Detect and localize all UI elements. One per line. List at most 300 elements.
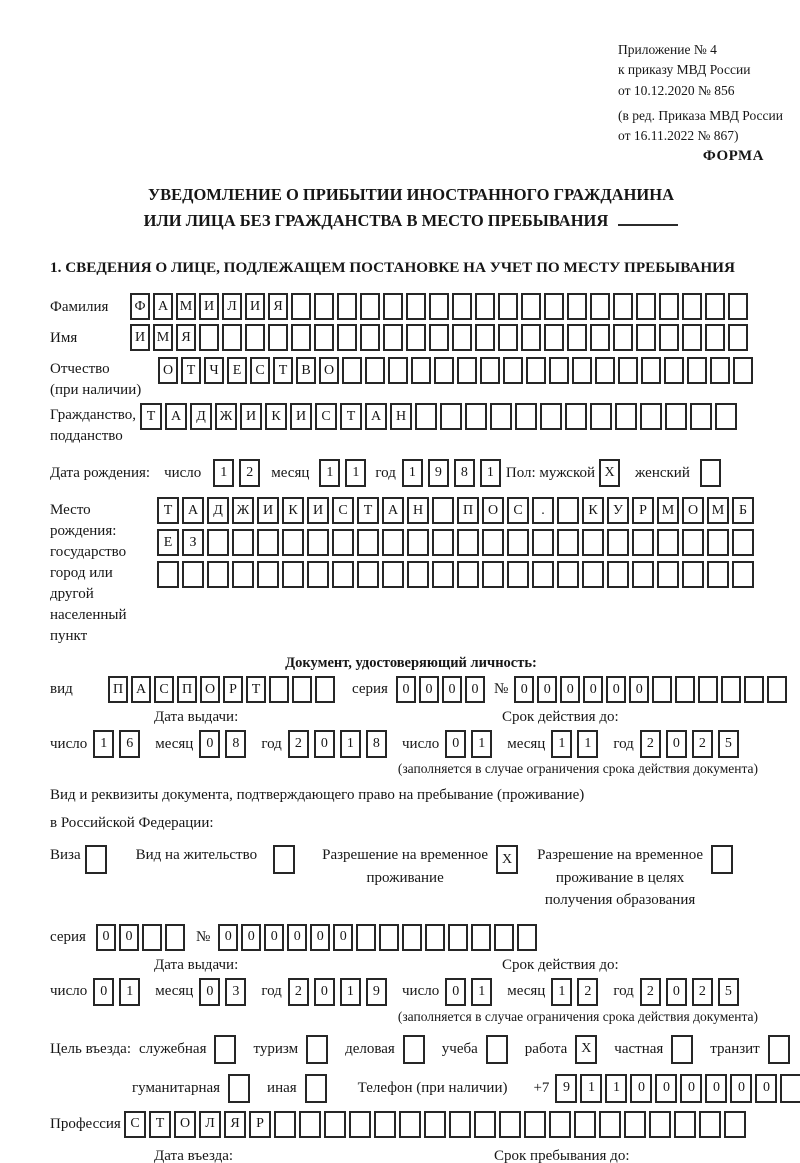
char-box[interactable]: [687, 357, 707, 384]
char-box[interactable]: [432, 561, 454, 588]
checkbox[interactable]: [273, 845, 295, 874]
char-box[interactable]: [732, 529, 754, 556]
char-box[interactable]: Л: [222, 293, 242, 320]
char-box[interactable]: [482, 529, 504, 556]
char-box[interactable]: [356, 924, 376, 951]
char-box[interactable]: 0: [314, 730, 335, 758]
char-box[interactable]: [424, 1111, 446, 1138]
char-box[interactable]: [664, 357, 684, 384]
char-box[interactable]: [494, 924, 514, 951]
char-box[interactable]: 2: [640, 978, 661, 1006]
char-box[interactable]: П: [177, 676, 197, 703]
char-box[interactable]: 0: [666, 730, 687, 758]
char-box[interactable]: [595, 357, 615, 384]
char-box[interactable]: А: [165, 403, 187, 430]
char-box[interactable]: [292, 676, 312, 703]
char-box[interactable]: Ф: [130, 293, 150, 320]
checkbox[interactable]: X: [599, 459, 620, 487]
char-box[interactable]: [337, 293, 357, 320]
char-box[interactable]: [544, 324, 564, 351]
char-box[interactable]: 0: [218, 924, 238, 951]
char-box[interactable]: 0: [119, 924, 139, 951]
char-box[interactable]: 0: [630, 1074, 652, 1103]
char-box[interactable]: В: [296, 357, 316, 384]
char-box[interactable]: [732, 561, 754, 588]
char-box[interactable]: [425, 924, 445, 951]
char-box[interactable]: [675, 676, 695, 703]
char-box[interactable]: [690, 403, 712, 430]
char-box[interactable]: [641, 357, 661, 384]
char-box[interactable]: [705, 293, 725, 320]
char-box[interactable]: Т: [140, 403, 162, 430]
char-box[interactable]: С: [250, 357, 270, 384]
checkbox[interactable]: [214, 1035, 236, 1064]
char-box[interactable]: И: [257, 497, 279, 524]
char-box[interactable]: 1: [580, 1074, 602, 1103]
char-box[interactable]: [657, 561, 679, 588]
char-box[interactable]: [721, 676, 741, 703]
char-box[interactable]: [572, 357, 592, 384]
char-box[interactable]: [314, 324, 334, 351]
char-box[interactable]: [299, 1111, 321, 1138]
char-box[interactable]: 9: [555, 1074, 577, 1103]
char-box[interactable]: 1: [551, 978, 572, 1006]
char-box[interactable]: [207, 561, 229, 588]
char-box[interactable]: [411, 357, 431, 384]
char-box[interactable]: [337, 324, 357, 351]
char-box[interactable]: [728, 293, 748, 320]
char-box[interactable]: [557, 497, 579, 524]
char-box[interactable]: 1: [93, 730, 114, 758]
char-box[interactable]: [607, 561, 629, 588]
char-box[interactable]: 2: [640, 730, 661, 758]
checkbox[interactable]: [671, 1035, 693, 1064]
char-box[interactable]: 1: [319, 459, 340, 487]
char-box[interactable]: [257, 529, 279, 556]
char-box[interactable]: [182, 561, 204, 588]
char-box[interactable]: [636, 293, 656, 320]
char-box[interactable]: [705, 324, 725, 351]
char-box[interactable]: [532, 561, 554, 588]
char-box[interactable]: [599, 1111, 621, 1138]
checkbox[interactable]: [486, 1035, 508, 1064]
char-box[interactable]: [521, 324, 541, 351]
char-box[interactable]: [613, 293, 633, 320]
char-box[interactable]: [374, 1111, 396, 1138]
char-box[interactable]: [659, 324, 679, 351]
char-box[interactable]: Т: [246, 676, 266, 703]
checkbox[interactable]: [306, 1035, 328, 1064]
char-box[interactable]: [332, 529, 354, 556]
char-box[interactable]: [269, 676, 289, 703]
char-box[interactable]: О: [200, 676, 220, 703]
char-box[interactable]: 0: [314, 978, 335, 1006]
char-box[interactable]: С: [124, 1111, 146, 1138]
checkbox[interactable]: [228, 1074, 250, 1103]
char-box[interactable]: [475, 324, 495, 351]
char-box[interactable]: М: [176, 293, 196, 320]
char-box[interactable]: А: [131, 676, 151, 703]
char-box[interactable]: [767, 676, 787, 703]
char-box[interactable]: 0: [96, 924, 116, 951]
char-box[interactable]: А: [382, 497, 404, 524]
char-box[interactable]: [429, 293, 449, 320]
char-box[interactable]: 0: [93, 978, 114, 1006]
char-box[interactable]: [582, 561, 604, 588]
char-box[interactable]: 2: [288, 978, 309, 1006]
char-box[interactable]: Е: [227, 357, 247, 384]
char-box[interactable]: [475, 293, 495, 320]
char-box[interactable]: 2: [692, 730, 713, 758]
char-box[interactable]: 0: [442, 676, 462, 703]
char-box[interactable]: 2: [577, 978, 598, 1006]
checkbox[interactable]: [85, 845, 107, 874]
char-box[interactable]: [624, 1111, 646, 1138]
char-box[interactable]: Я: [176, 324, 196, 351]
char-box[interactable]: 0: [310, 924, 330, 951]
char-box[interactable]: [507, 529, 529, 556]
char-box[interactable]: [342, 357, 362, 384]
char-box[interactable]: [142, 924, 162, 951]
char-box[interactable]: [282, 561, 304, 588]
char-box[interactable]: [632, 529, 654, 556]
char-box[interactable]: З: [182, 529, 204, 556]
char-box[interactable]: 1: [402, 459, 423, 487]
char-box[interactable]: [613, 324, 633, 351]
char-box[interactable]: [383, 324, 403, 351]
char-box[interactable]: [324, 1111, 346, 1138]
char-box[interactable]: [557, 529, 579, 556]
char-box[interactable]: [245, 324, 265, 351]
char-box[interactable]: [429, 324, 449, 351]
char-box[interactable]: [268, 324, 288, 351]
char-box[interactable]: 1: [340, 730, 361, 758]
char-box[interactable]: [457, 357, 477, 384]
char-box[interactable]: 9: [366, 978, 387, 1006]
char-box[interactable]: 0: [629, 676, 649, 703]
char-box[interactable]: [232, 529, 254, 556]
char-box[interactable]: [360, 293, 380, 320]
char-box[interactable]: [674, 1111, 696, 1138]
char-box[interactable]: 0: [241, 924, 261, 951]
char-box[interactable]: [449, 1111, 471, 1138]
char-box[interactable]: [402, 924, 422, 951]
char-box[interactable]: И: [290, 403, 312, 430]
char-box[interactable]: [715, 403, 737, 430]
char-box[interactable]: [636, 324, 656, 351]
char-box[interactable]: [457, 529, 479, 556]
char-box[interactable]: 1: [471, 730, 492, 758]
char-box[interactable]: 0: [755, 1074, 777, 1103]
char-box[interactable]: Л: [199, 1111, 221, 1138]
char-box[interactable]: [480, 357, 500, 384]
char-box[interactable]: У: [607, 497, 629, 524]
char-box[interactable]: О: [319, 357, 339, 384]
char-box[interactable]: [365, 357, 385, 384]
char-box[interactable]: [607, 529, 629, 556]
char-box[interactable]: Р: [223, 676, 243, 703]
char-box[interactable]: 0: [199, 978, 220, 1006]
char-box[interactable]: И: [245, 293, 265, 320]
char-box[interactable]: [707, 561, 729, 588]
char-box[interactable]: [710, 357, 730, 384]
char-box[interactable]: [574, 1111, 596, 1138]
char-box[interactable]: М: [707, 497, 729, 524]
char-box[interactable]: О: [158, 357, 178, 384]
char-box[interactable]: 0: [333, 924, 353, 951]
char-box[interactable]: [682, 293, 702, 320]
char-box[interactable]: [590, 324, 610, 351]
char-box[interactable]: С: [154, 676, 174, 703]
char-box[interactable]: О: [682, 497, 704, 524]
char-box[interactable]: П: [457, 497, 479, 524]
char-box[interactable]: Т: [181, 357, 201, 384]
char-box[interactable]: 2: [692, 978, 713, 1006]
char-box[interactable]: [724, 1111, 746, 1138]
char-box[interactable]: 0: [445, 730, 466, 758]
char-box[interactable]: 0: [560, 676, 580, 703]
char-box[interactable]: 0: [199, 730, 220, 758]
char-box[interactable]: [332, 561, 354, 588]
char-box[interactable]: 0: [666, 978, 687, 1006]
char-box[interactable]: Н: [407, 497, 429, 524]
char-box[interactable]: Т: [357, 497, 379, 524]
char-box[interactable]: 9: [428, 459, 449, 487]
char-box[interactable]: 0: [730, 1074, 752, 1103]
char-box[interactable]: [544, 293, 564, 320]
char-box[interactable]: [474, 1111, 496, 1138]
checkbox[interactable]: [711, 845, 733, 874]
checkbox[interactable]: [403, 1035, 425, 1064]
char-box[interactable]: О: [174, 1111, 196, 1138]
char-box[interactable]: П: [108, 676, 128, 703]
char-box[interactable]: 2: [239, 459, 260, 487]
char-box[interactable]: К: [282, 497, 304, 524]
char-box[interactable]: [282, 529, 304, 556]
char-box[interactable]: [457, 561, 479, 588]
char-box[interactable]: А: [153, 293, 173, 320]
char-box[interactable]: [524, 1111, 546, 1138]
char-box[interactable]: [471, 924, 491, 951]
char-box[interactable]: [415, 403, 437, 430]
char-box[interactable]: И: [307, 497, 329, 524]
char-box[interactable]: [349, 1111, 371, 1138]
char-box[interactable]: 5: [718, 730, 739, 758]
char-box[interactable]: [682, 561, 704, 588]
char-box[interactable]: 0: [705, 1074, 727, 1103]
char-box[interactable]: 0: [396, 676, 416, 703]
char-box[interactable]: [199, 324, 219, 351]
char-box[interactable]: [567, 324, 587, 351]
char-box[interactable]: [728, 324, 748, 351]
char-box[interactable]: С: [507, 497, 529, 524]
char-box[interactable]: .: [532, 497, 554, 524]
char-box[interactable]: [407, 529, 429, 556]
char-box[interactable]: Н: [390, 403, 412, 430]
char-box[interactable]: [532, 529, 554, 556]
char-box[interactable]: [744, 676, 764, 703]
char-box[interactable]: [665, 403, 687, 430]
char-box[interactable]: [549, 357, 569, 384]
char-box[interactable]: М: [657, 497, 679, 524]
char-box[interactable]: [406, 324, 426, 351]
char-box[interactable]: 5: [718, 978, 739, 1006]
checkbox[interactable]: X: [575, 1035, 597, 1064]
char-box[interactable]: 0: [514, 676, 534, 703]
char-box[interactable]: 1: [471, 978, 492, 1006]
checkbox[interactable]: [700, 459, 721, 487]
char-box[interactable]: 0: [655, 1074, 677, 1103]
char-box[interactable]: [232, 561, 254, 588]
char-box[interactable]: [780, 1074, 800, 1103]
char-box[interactable]: К: [582, 497, 604, 524]
char-box[interactable]: [291, 293, 311, 320]
char-box[interactable]: [659, 293, 679, 320]
char-box[interactable]: [407, 561, 429, 588]
char-box[interactable]: [383, 293, 403, 320]
char-box[interactable]: [165, 924, 185, 951]
char-box[interactable]: [521, 293, 541, 320]
char-box[interactable]: [618, 357, 638, 384]
char-box[interactable]: 1: [551, 730, 572, 758]
char-box[interactable]: [357, 529, 379, 556]
char-box[interactable]: Е: [157, 529, 179, 556]
char-box[interactable]: [549, 1111, 571, 1138]
char-box[interactable]: [307, 561, 329, 588]
char-box[interactable]: Ж: [232, 497, 254, 524]
char-box[interactable]: Я: [268, 293, 288, 320]
char-box[interactable]: Р: [632, 497, 654, 524]
char-box[interactable]: [399, 1111, 421, 1138]
char-box[interactable]: [640, 403, 662, 430]
char-box[interactable]: [448, 924, 468, 951]
char-box[interactable]: [590, 293, 610, 320]
char-box[interactable]: 0: [419, 676, 439, 703]
char-box[interactable]: Т: [149, 1111, 171, 1138]
char-box[interactable]: 0: [680, 1074, 702, 1103]
char-box[interactable]: 1: [340, 978, 361, 1006]
char-box[interactable]: И: [130, 324, 150, 351]
char-box[interactable]: [557, 561, 579, 588]
checkbox[interactable]: [305, 1074, 327, 1103]
char-box[interactable]: [590, 403, 612, 430]
char-box[interactable]: Т: [273, 357, 293, 384]
char-box[interactable]: 0: [537, 676, 557, 703]
char-box[interactable]: А: [365, 403, 387, 430]
char-box[interactable]: Т: [157, 497, 179, 524]
char-box[interactable]: 0: [465, 676, 485, 703]
char-box[interactable]: 8: [366, 730, 387, 758]
char-box[interactable]: [682, 324, 702, 351]
char-box[interactable]: 0: [287, 924, 307, 951]
char-box[interactable]: О: [482, 497, 504, 524]
char-box[interactable]: [698, 676, 718, 703]
char-box[interactable]: [452, 293, 472, 320]
char-box[interactable]: [652, 676, 672, 703]
char-box[interactable]: С: [332, 497, 354, 524]
checkbox[interactable]: [768, 1035, 790, 1064]
char-box[interactable]: [649, 1111, 671, 1138]
char-box[interactable]: [682, 529, 704, 556]
char-box[interactable]: 1: [577, 730, 598, 758]
char-box[interactable]: [382, 561, 404, 588]
char-box[interactable]: [432, 529, 454, 556]
char-box[interactable]: С: [315, 403, 337, 430]
char-box[interactable]: [498, 324, 518, 351]
char-box[interactable]: [465, 403, 487, 430]
char-box[interactable]: Р: [249, 1111, 271, 1138]
char-box[interactable]: [388, 357, 408, 384]
char-box[interactable]: [582, 529, 604, 556]
char-box[interactable]: [291, 324, 311, 351]
char-box[interactable]: И: [199, 293, 219, 320]
char-box[interactable]: Д: [190, 403, 212, 430]
char-box[interactable]: [567, 293, 587, 320]
char-box[interactable]: [515, 403, 537, 430]
char-box[interactable]: [360, 324, 380, 351]
char-box[interactable]: [503, 357, 523, 384]
char-box[interactable]: [257, 561, 279, 588]
char-box[interactable]: [157, 561, 179, 588]
char-box[interactable]: 1: [345, 459, 366, 487]
char-box[interactable]: [699, 1111, 721, 1138]
char-box[interactable]: 1: [480, 459, 501, 487]
char-box[interactable]: Т: [340, 403, 362, 430]
char-box[interactable]: [526, 357, 546, 384]
char-box[interactable]: 0: [583, 676, 603, 703]
char-box[interactable]: [490, 403, 512, 430]
char-box[interactable]: [632, 561, 654, 588]
char-box[interactable]: [432, 497, 454, 524]
char-box[interactable]: [565, 403, 587, 430]
char-box[interactable]: 2: [288, 730, 309, 758]
char-box[interactable]: Ч: [204, 357, 224, 384]
char-box[interactable]: [382, 529, 404, 556]
char-box[interactable]: А: [182, 497, 204, 524]
char-box[interactable]: [517, 924, 537, 951]
char-box[interactable]: 1: [605, 1074, 627, 1103]
char-box[interactable]: [307, 529, 329, 556]
char-box[interactable]: 0: [264, 924, 284, 951]
char-box[interactable]: [707, 529, 729, 556]
char-box[interactable]: [499, 1111, 521, 1138]
char-box[interactable]: [314, 293, 334, 320]
char-box[interactable]: [207, 529, 229, 556]
char-box[interactable]: [222, 324, 242, 351]
char-box[interactable]: 3: [225, 978, 246, 1006]
char-box[interactable]: 6: [119, 730, 140, 758]
char-box[interactable]: [482, 561, 504, 588]
checkbox[interactable]: X: [496, 845, 518, 874]
char-box[interactable]: [507, 561, 529, 588]
char-box[interactable]: [540, 403, 562, 430]
char-box[interactable]: [440, 403, 462, 430]
char-box[interactable]: [406, 293, 426, 320]
char-box[interactable]: Ж: [215, 403, 237, 430]
char-box[interactable]: 1: [213, 459, 234, 487]
char-box[interactable]: [733, 357, 753, 384]
char-box[interactable]: [452, 324, 472, 351]
char-box[interactable]: 8: [454, 459, 475, 487]
char-box[interactable]: К: [265, 403, 287, 430]
char-box[interactable]: 1: [119, 978, 140, 1006]
char-box[interactable]: [615, 403, 637, 430]
char-box[interactable]: Д: [207, 497, 229, 524]
char-box[interactable]: [315, 676, 335, 703]
char-box[interactable]: Я: [224, 1111, 246, 1138]
char-box[interactable]: [434, 357, 454, 384]
char-box[interactable]: [498, 293, 518, 320]
